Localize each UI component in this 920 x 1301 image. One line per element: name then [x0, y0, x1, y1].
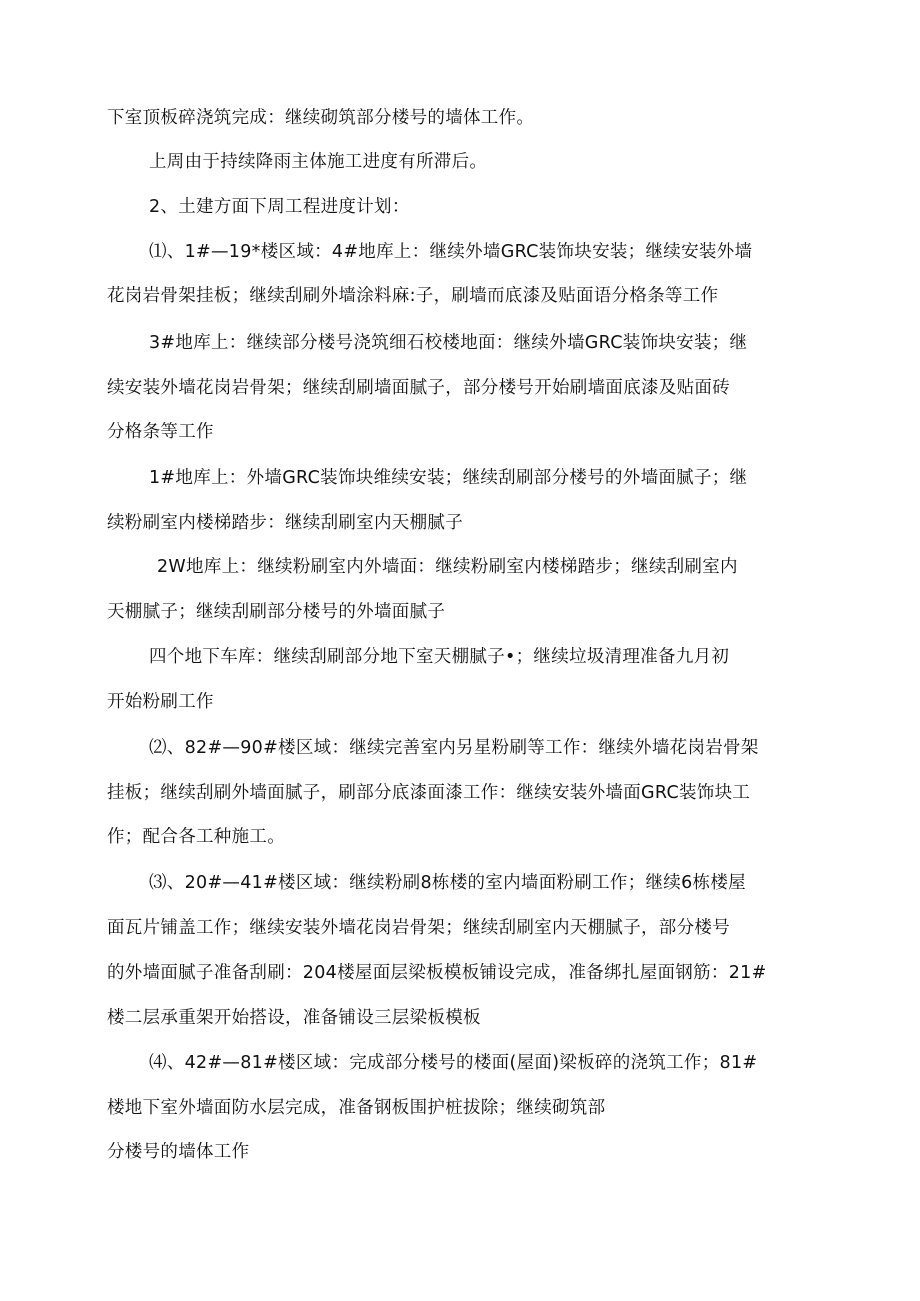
text-line-5: 花岗岩骨架挂板；继续刮刷外墙涂料麻:子，刷墙而底漆及贴面语分格条等工作 [107, 286, 719, 306]
text-line-10: 续粉刷室内楼梯踏步：继续刮刷室内天棚腻子 [107, 513, 463, 533]
text-line-16: 挂板；继续刮刷外墙面腻子，刷部分底漆面漆工作：继续安装外墙面GRC装饰块工 [107, 783, 751, 803]
text-line-1: 下室顶板碎浇筑完成：继续砌筑部分楼号的墙体工作。 [107, 108, 535, 128]
text-line-20: 的外墙面腻子准备刮刷：204楼屋面层梁板模板铺设完成，准备绑扎屋面钢筋：21# [107, 963, 767, 983]
text-line-12: 天棚腻子；继续刮刷部分楼号的外墙面腻子 [107, 602, 446, 622]
text-line-22: ⑷、42#—81#楼区域：完成部分楼号的楼面(屋面)梁板碎的浇筑工作；81# [149, 1053, 758, 1073]
text-line-14: 开始粉刷工作 [107, 692, 214, 712]
text-line-15: ⑵、82#—90#楼区域：继续完善室内另星粉刷等工作：继续外墙花岗岩骨架 [149, 738, 759, 758]
text-line-3: 2、土建方面下周工程进度计划： [149, 197, 410, 217]
text-line-9: 1#地库上：外墙GRC装饰块维续安装；继续刮刷部分楼号的外墙面腻子；继 [149, 468, 748, 488]
text-line-24: 分楼号的墙体工作 [107, 1142, 250, 1162]
text-line-11: 2W地库上：继续粉刷室内外墙面：继续粉刷室内楼梯踏步；继续刮刷室内 [157, 557, 738, 577]
text-line-17: 作；配合各工种施工。 [107, 827, 285, 847]
text-line-18: ⑶、20#—41#楼区域：继续粉刷8栋楼的室内墙面粉刷工作；继续6栋楼屋 [149, 873, 746, 893]
text-line-2: 上周由于持续降雨主体施工进度有所滞后。 [149, 152, 488, 172]
text-line-4: ⑴、1#—19*楼区域：4#地库上：继续外墙GRC装饰块安装；继续安装外墙 [149, 242, 753, 262]
text-line-13: 四个地下车库：继续刮刷部分地下室天棚腻子•；继续垃圾清理准备九月初 [149, 647, 730, 667]
text-line-6: 3#地库上：继续部分楼号浇筑细石校楼地面：继续外墙GRC装饰块安装；继 [149, 333, 748, 353]
text-line-19: 面瓦片铺盖工作；继续安装外墙花岗岩骨架；继续刮刷室内天棚腻子，部分楼号 [107, 918, 730, 938]
text-line-23: 楼地下室外墙面防水层完成，准备钢板围护桩拔除；继续砌筑部 [107, 1098, 606, 1118]
text-line-21: 楼二层承重架开始搭设，准备铺设三层梁板模板 [107, 1008, 481, 1028]
text-line-7: 续安装外墙花岗岩骨架；继续刮刷墙面腻子，部分楼号开始刷墙面底漆及贴面砖 [107, 378, 730, 398]
text-line-8: 分格条等工作 [107, 422, 214, 442]
